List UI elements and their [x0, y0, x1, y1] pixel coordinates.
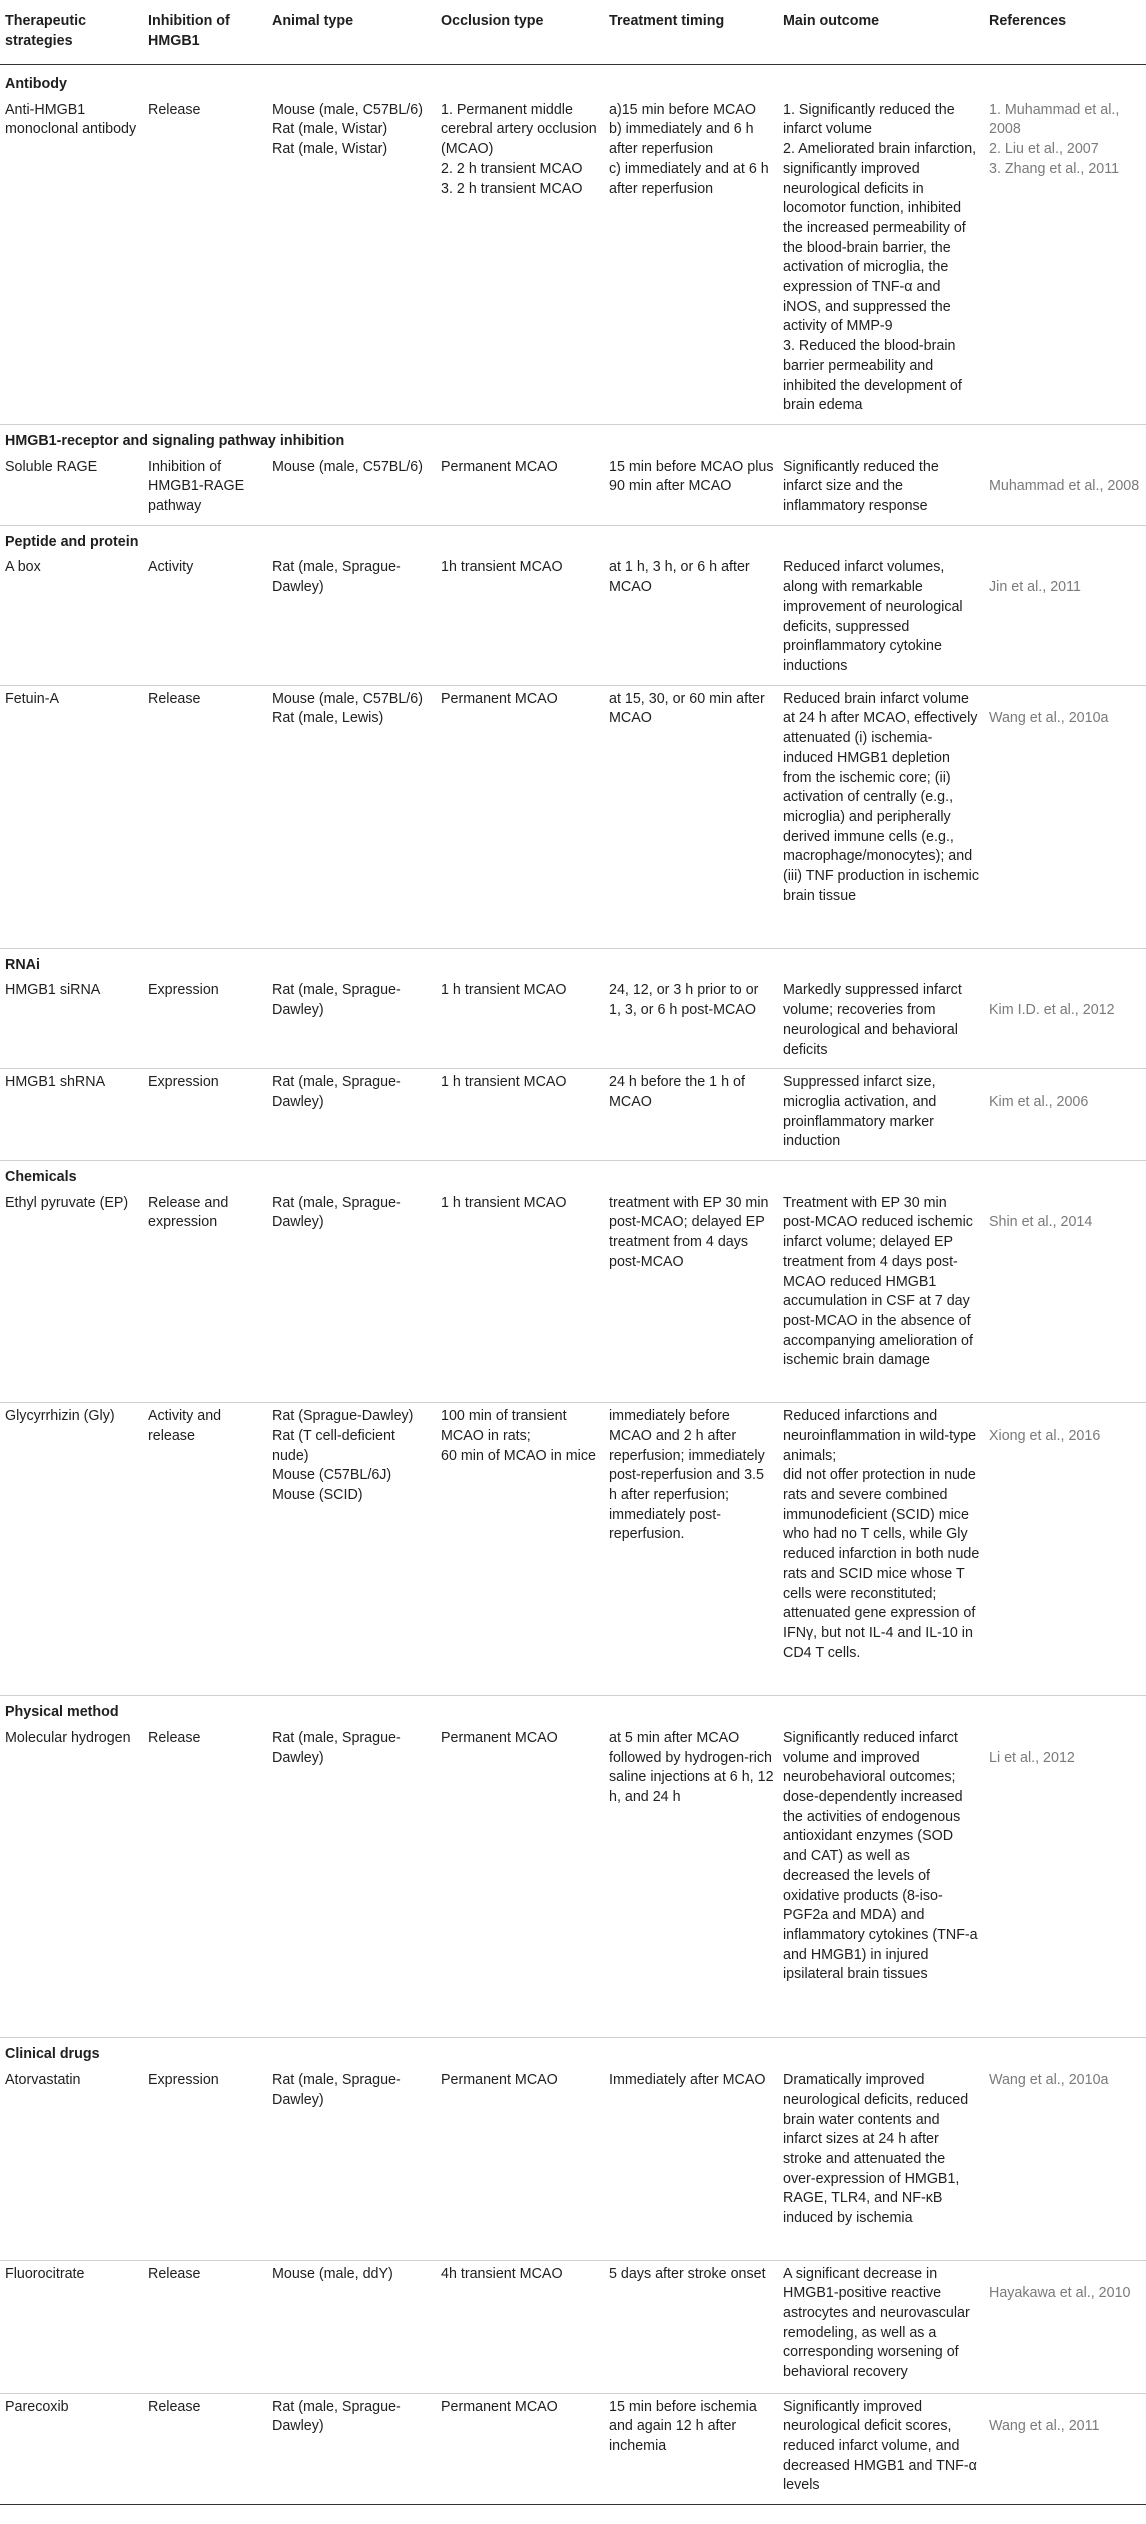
treatment-timing-cell-line: at 1 h, 3 h, or 6 h after MCAO [609, 559, 750, 596]
occlusion-type-cell-line: 3. 2 h transient MCAO [441, 180, 583, 197]
references-cell-line: Li et al., 2012 [989, 1749, 1075, 1766]
animal-type-cell-line: Rat (Sprague-Dawley) [272, 1408, 414, 1425]
section-header-row [0, 1161, 1146, 1190]
animal-type-cell-line: Mouse (male, C57BL/6) [272, 101, 423, 118]
section-title: Clinical drugs [5, 2046, 100, 2063]
header-treatment-timing: Treatment timing [609, 13, 725, 29]
main-outcome-cell-line: A significant decrease in HMGB1-positive reactive astrocytes and neurovascular remodeling, as well as a corresponding worsening of behavioral recovery [783, 2265, 970, 2381]
main-outcome-cell-line: Reduced infarct volumes, along with remarkable improvement of neurological deficits, suppressed proinflammatory cytokine inductions [783, 559, 963, 674]
main-outcome-cell-line: 1. Significantly reduced the infarct volume [783, 101, 955, 138]
inhibition-cell [143, 554, 267, 685]
main-outcome-cell-line: attenuated gene expression of IFNγ, but not IL-4 and IL-10 in CD4 T cells. [783, 1605, 976, 1661]
main-outcome-cell-line: Treatment with EP 30 min post-MCAO reduced ischemic infarct volume; delayed EP treatment from 4 days post-MCAO reduced HMGB1 accumulation in CSF at 7 day post-MCAO in the absence of accompanying amelioration of ischemic brain damage [783, 1194, 973, 1369]
main-outcome-cell [778, 554, 984, 685]
animal-type-cell-line: Rat (male, Wistar) [272, 121, 388, 138]
main-outcome-cell-line: Reduced infarctions and neuroinflammation in wild-type animals; [783, 1408, 977, 1464]
table-row [0, 2067, 1146, 2260]
occlusion-type-cell-line: 1 h transient MCAO [441, 1194, 567, 1211]
treatment-timing-cell-line: Immediately after MCAO [609, 2072, 766, 2089]
inhibition-cell [143, 454, 267, 526]
occlusion-type-cell [436, 977, 604, 1068]
animal-type-cell [267, 454, 436, 526]
main-outcome-cell-line: Significantly reduced the infarct size and the inflammatory response [783, 458, 939, 515]
main-outcome-cell-line: did not offer protection in nude rats and severe combined immunodeficient (SCID) mice who had no T cells, while Gly reduced infarction in both nude rats and SCID mice whose T cells were reconstituted; [783, 1467, 980, 1602]
treatment-timing-cell-line: 24, 12, or 3 h prior to or 1, 3, or 6 h post-MCAO [609, 982, 759, 1019]
occlusion-type-cell-line: Permanent MCAO [441, 2398, 558, 2415]
occlusion-type-cell [436, 1069, 604, 1161]
treatment-timing-cell [604, 1069, 778, 1161]
strategy-cell [0, 454, 143, 526]
occlusion-type-cell [436, 554, 604, 685]
references-cell-line [989, 558, 1142, 578]
table-body [0, 65, 1146, 2505]
references-cell [984, 554, 1146, 685]
animal-type-cell [267, 685, 436, 948]
section-header-row [0, 65, 1146, 97]
table-row [0, 685, 1146, 948]
inhibition-cell-line: Release [148, 2265, 201, 2282]
references-cell-line: Jin et al., 2011 [989, 579, 1081, 596]
header-occlusion-type: Occlusion type [441, 13, 544, 29]
animal-type-cell-line: Rat (male, Sprague-Dawley) [272, 982, 401, 1019]
inhibition-cell-line: Release [148, 1729, 201, 1746]
animal-type-cell [267, 97, 436, 425]
strategy-cell-line: Parecoxib [5, 2398, 69, 2415]
occlusion-type-cell-line: 1 h transient MCAO [441, 1074, 567, 1091]
main-outcome-cell-line: 2. Ameliorated brain infarction, significantly improved neurological deficits in locomotor function, inhibited the increased permeability of the blood-brain barrier, the activation of microglia, the expression of TNF-α and iNOS, and suppressed the activity of MMP-9 [783, 141, 977, 335]
table-row [0, 554, 1146, 685]
references-cell [984, 2260, 1146, 2393]
references-cell [984, 1190, 1146, 1403]
references-cell-line: Kim et al., 2006 [989, 1093, 1089, 1110]
inhibition-cell-line: Release [148, 101, 201, 118]
occlusion-type-cell-line: Permanent MCAO [441, 1729, 558, 1746]
treatment-timing-cell [604, 97, 778, 425]
strategy-cell-line: Soluble RAGE [5, 458, 98, 475]
references-cell-line [989, 1194, 1142, 1214]
section-title: Physical method [5, 1704, 119, 1721]
occlusion-type-cell-line: 4h transient MCAO [441, 2265, 563, 2282]
occlusion-type-cell-line: Permanent MCAO [441, 690, 558, 707]
inhibition-cell-line: Activity and release [148, 1408, 222, 1444]
treatment-timing-cell-line: a)15 min before MCAO [609, 101, 756, 118]
table-row [0, 1403, 1146, 1696]
inhibition-cell [143, 2260, 267, 2393]
inhibition-cell [143, 2067, 267, 2260]
main-outcome-cell [778, 2067, 984, 2260]
treatment-timing-cell [604, 2260, 778, 2393]
table-row [0, 1069, 1146, 1161]
main-outcome-cell-line: Dramatically improved neurological deficits, reduced brain water contents and infarct sizes at 24 h after stroke and attenuated the over-expression of HMGB1, RAGE, TLR4, and NF-κB induced by ischemia [783, 2072, 969, 2227]
strategy-cell [0, 2393, 143, 2505]
inhibition-cell-line: Inhibition of HMGB1-RAGE pathway [148, 458, 245, 515]
main-outcome-cell [778, 1069, 984, 1161]
treatment-timing-cell-line: b) immediately and 6 h after reperfusion [609, 121, 754, 158]
animal-type-cell [267, 1725, 436, 2038]
section-header-row [0, 525, 1146, 554]
animal-type-cell-line: Rat (male, Sprague-Dawley) [272, 2398, 401, 2435]
references-cell-line: 1. Muhammad et al., 2008 [989, 101, 1120, 138]
animal-type-cell-line: Rat (male, Sprague-Dawley) [272, 559, 401, 596]
strategy-cell-line: Fluorocitrate [5, 2265, 85, 2282]
main-outcome-cell [778, 685, 984, 948]
strategy-cell [0, 2260, 143, 2393]
table-row [0, 1725, 1146, 2038]
references-cell-line: Wang et al., 2010a [989, 2072, 1109, 2089]
strategy-cell-line: HMGB1 siRNA [5, 982, 101, 999]
treatment-timing-cell-line: immediately before MCAO and 2 h after reperfusion; immediately post-reperfusion and 3.5 h after reperfusion; immediately post-reperfusion. [609, 1408, 765, 1543]
occlusion-type-cell-line: 1. Permanent middle cerebral artery occlusion (MCAO) [441, 101, 597, 158]
treatment-timing-cell [604, 977, 778, 1068]
treatment-timing-cell-line: c) immediately and at 6 h after reperfusion [609, 160, 769, 197]
references-cell [984, 685, 1146, 948]
references-cell-line [989, 1407, 1142, 1427]
inhibition-cell-line: Release and expression [148, 1194, 229, 1231]
section-title: Peptide and protein [5, 533, 139, 550]
main-outcome-cell [778, 2393, 984, 2505]
strategy-cell-line: Anti-HMGB1 monoclonal antibody [5, 101, 137, 138]
section-header-row [0, 948, 1146, 977]
table-row [0, 454, 1146, 526]
occlusion-type-cell [436, 2393, 604, 2505]
main-outcome-cell-line: Suppressed infarct size, microglia activation, and proinflammatory marker induction [783, 1074, 937, 1150]
references-cell [984, 1403, 1146, 1696]
treatment-timing-cell [604, 554, 778, 685]
inhibition-cell [143, 1069, 267, 1161]
section-title: RNAi [5, 956, 40, 973]
occlusion-type-cell-line: Permanent MCAO [441, 458, 558, 475]
treatment-timing-cell [604, 2067, 778, 2260]
occlusion-type-cell [436, 1725, 604, 2038]
header-inhibition-of-hmgb1: Inhibition of HMGB1 [148, 13, 230, 49]
references-cell [984, 1069, 1146, 1161]
occlusion-type-cell-line: 1h transient MCAO [441, 559, 563, 576]
references-cell-line: 2. Liu et al., 2007 [989, 141, 1099, 158]
references-cell-line: Kim I.D. et al., 2012 [989, 1002, 1115, 1019]
references-cell-line: Wang et al., 2011 [989, 2418, 1100, 2435]
table-row [0, 1190, 1146, 1403]
animal-type-cell-line: Mouse (male, C57BL/6) [272, 458, 423, 475]
inhibition-cell-line: Release [148, 2398, 201, 2415]
references-cell-line: Wang et al., 2010a [989, 710, 1109, 727]
inhibition-cell-line: Expression [148, 1074, 219, 1091]
occlusion-type-cell-line: 60 min of MCAO in mice [441, 1447, 596, 1464]
strategy-cell-line: Ethyl pyruvate (EP) [5, 1194, 129, 1211]
strategy-cell [0, 1403, 143, 1696]
strategy-cell [0, 1069, 143, 1161]
animal-type-cell-line: Rat (male, Lewis) [272, 710, 384, 727]
animal-type-cell [267, 1069, 436, 1161]
animal-type-cell [267, 554, 436, 685]
occlusion-type-cell-line: Permanent MCAO [441, 2072, 558, 2089]
inhibition-cell [143, 1190, 267, 1403]
treatment-timing-cell [604, 1403, 778, 1696]
treatment-timing-cell-line: 15 min before ischemia and again 12 h after inchemia [609, 2398, 757, 2455]
occlusion-type-cell [436, 2260, 604, 2393]
strategy-cell [0, 2067, 143, 2260]
strategy-cell [0, 554, 143, 685]
main-outcome-cell [778, 1403, 984, 1696]
animal-type-cell-line: Mouse (C57BL/6J) [272, 1467, 392, 1484]
treatment-timing-cell-line: 24 h before the 1 h of MCAO [609, 1074, 745, 1110]
strategy-cell-line: Fetuin-A [5, 690, 60, 707]
treatment-timing-cell-line: at 5 min after MCAO followed by hydrogen-rich saline injections at 6 h, 12 h, and 24 h [609, 1729, 774, 1806]
animal-type-cell [267, 2393, 436, 2505]
inhibition-cell-line: Release [148, 690, 201, 707]
strategy-cell-line: A box [5, 559, 41, 576]
main-outcome-cell-line: Significantly improved neurological deficit scores, reduced infarct volume, and decreased HMGB1 and TNF-α levels [783, 2398, 977, 2494]
section-title: HMGB1-receptor and signaling pathway inhibition [5, 432, 345, 449]
animal-type-cell-line: Rat (male, Sprague-Dawley) [272, 1729, 401, 1766]
animal-type-cell-line: Mouse (male, ddY) [272, 2265, 393, 2282]
treatment-timing-cell-line: treatment with EP 30 min post-MCAO; delayed EP treatment from 4 days post-MCAO [609, 1194, 769, 1270]
occlusion-type-cell [436, 1403, 604, 1696]
animal-type-cell [267, 1190, 436, 1403]
inhibition-cell-line: Expression [148, 982, 219, 999]
section-title: Antibody [5, 76, 67, 92]
occlusion-type-cell [436, 454, 604, 526]
animal-type-cell [267, 1403, 436, 1696]
inhibition-cell-line: Expression [148, 2072, 219, 2089]
inhibition-cell [143, 1725, 267, 2038]
section-header-row [0, 1696, 1146, 1725]
references-cell [984, 454, 1146, 526]
header-row [0, 0, 1146, 65]
references-cell [984, 1725, 1146, 2038]
references-cell-line [989, 1729, 1142, 1749]
references-cell-line: Hayakawa et al., 2010 [989, 2285, 1131, 2302]
strategy-cell-line: HMGB1 shRNA [5, 1074, 106, 1091]
references-cell [984, 2393, 1146, 2505]
table-row [0, 2393, 1146, 2505]
references-cell [984, 97, 1146, 425]
animal-type-cell-line: Rat (male, Sprague-Dawley) [272, 2072, 401, 2108]
strategy-cell-line: Molecular hydrogen [5, 1729, 131, 1746]
occlusion-type-cell-line: 100 min of transient MCAO in rats; [441, 1408, 567, 1444]
references-cell [984, 977, 1146, 1068]
animal-type-cell [267, 977, 436, 1068]
occlusion-type-cell-line: 2. 2 h transient MCAO [441, 160, 583, 177]
main-outcome-cell [778, 97, 984, 425]
treatment-timing-cell-line: 5 days after stroke onset [609, 2265, 766, 2282]
table-row [0, 977, 1146, 1068]
references-cell-line [989, 690, 1142, 710]
strategy-cell [0, 685, 143, 948]
strategy-cell-line: Atorvastatin [5, 2072, 81, 2089]
header-references: References [989, 13, 1067, 29]
animal-type-cell [267, 2067, 436, 2260]
inhibition-cell [143, 2393, 267, 2505]
treatment-timing-cell [604, 454, 778, 526]
animal-type-cell-line: Rat (male, Sprague-Dawley) [272, 1074, 401, 1110]
occlusion-type-cell-line: 1 h transient MCAO [441, 982, 567, 999]
inhibition-cell [143, 977, 267, 1068]
references-cell-line [989, 2398, 1142, 2418]
main-outcome-cell-line: 3. Reduced the blood-brain barrier permeability and inhibited the development of brain edema [783, 338, 962, 414]
occlusion-type-cell [436, 685, 604, 948]
occlusion-type-cell [436, 97, 604, 425]
references-cell-line [989, 1073, 1142, 1093]
treatment-timing-cell [604, 685, 778, 948]
references-cell [984, 2067, 1146, 2260]
header-animal-type: Animal type [272, 13, 354, 29]
main-outcome-cell [778, 977, 984, 1068]
strategy-cell [0, 977, 143, 1068]
main-outcome-cell-line: Significantly reduced infarct volume and improved neurobehavioral outcomes; dose-dependently increased the activities of endogenous antioxidant enzymes (SOD and CAT) as well as decreased the levels of oxidative products (8-iso-PGF2a and MDA) and inflammatory cytokines (TNF-a and HMGB1) in injured ipsilateral brain tissues [783, 1729, 978, 1983]
main-outcome-cell-line: Markedly suppressed infarct volume; recoveries from neurological and behavioral deficits [783, 982, 962, 1058]
inhibition-cell [143, 97, 267, 425]
main-outcome-cell-line: Reduced brain infarct volume at 24 h after MCAO, effectively attenuated (i) ischemia-induced HMGB1 depletion from the ischemic core; (ii) activation of centrally (e.g., microglia) and peripherally derived immune cells (e.g., macrophage/monocytes); and (iii) TNF production in ischemic brain tissue [783, 690, 979, 904]
treatment-timing-cell [604, 1725, 778, 2038]
references-cell-line: Shin et al., 2014 [989, 1214, 1093, 1231]
main-outcome-cell [778, 1725, 984, 2038]
table-row [0, 97, 1146, 425]
references-cell-line [989, 2265, 1142, 2285]
inhibition-cell [143, 685, 267, 948]
animal-type-cell-line: Mouse (male, C57BL/6) [272, 690, 423, 707]
section-header-row [0, 424, 1146, 453]
section-title: Chemicals [5, 1169, 77, 1186]
references-cell-line [989, 458, 1142, 478]
table-row [0, 2260, 1146, 2393]
header-therapeutic-strategies: Therapeutic strategies [5, 13, 87, 49]
inhibition-cell-line: Activity [148, 559, 194, 576]
animal-type-cell-line: Rat (T cell-deficient nude) [272, 1427, 395, 1464]
strategy-cell-line: Glycyrrhizin (Gly) [5, 1408, 115, 1425]
occlusion-type-cell [436, 1190, 604, 1403]
main-outcome-cell [778, 1190, 984, 1403]
strategy-cell [0, 1190, 143, 1403]
treatment-timing-cell [604, 2393, 778, 2505]
animal-type-cell [267, 2260, 436, 2393]
treatment-timing-cell-line: at 15, 30, or 60 min after MCAO [609, 690, 765, 727]
references-cell-line [989, 981, 1142, 1001]
references-cell-line: Xiong et al., 2016 [989, 1427, 1101, 1444]
animal-type-cell-line: Mouse (SCID) [272, 1487, 363, 1504]
main-outcome-cell [778, 454, 984, 526]
references-cell-line: 3. Zhang et al., 2011 [989, 160, 1120, 177]
main-outcome-cell [778, 2260, 984, 2393]
occlusion-type-cell [436, 2067, 604, 2260]
section-header-row [0, 2038, 1146, 2067]
header-main-outcome: Main outcome [783, 13, 880, 29]
animal-type-cell-line: Rat (male, Wistar) [272, 141, 388, 158]
references-cell-line: Muhammad et al., 2008 [989, 478, 1140, 495]
strategy-cell [0, 1725, 143, 2038]
treatment-timing-cell-line: 15 min before MCAO plus 90 min after MCAO [609, 458, 774, 495]
inhibition-cell [143, 1403, 267, 1696]
strategy-cell [0, 97, 143, 425]
treatment-timing-cell [604, 1190, 778, 1403]
animal-type-cell-line: Rat (male, Sprague-Dawley) [272, 1194, 401, 1231]
